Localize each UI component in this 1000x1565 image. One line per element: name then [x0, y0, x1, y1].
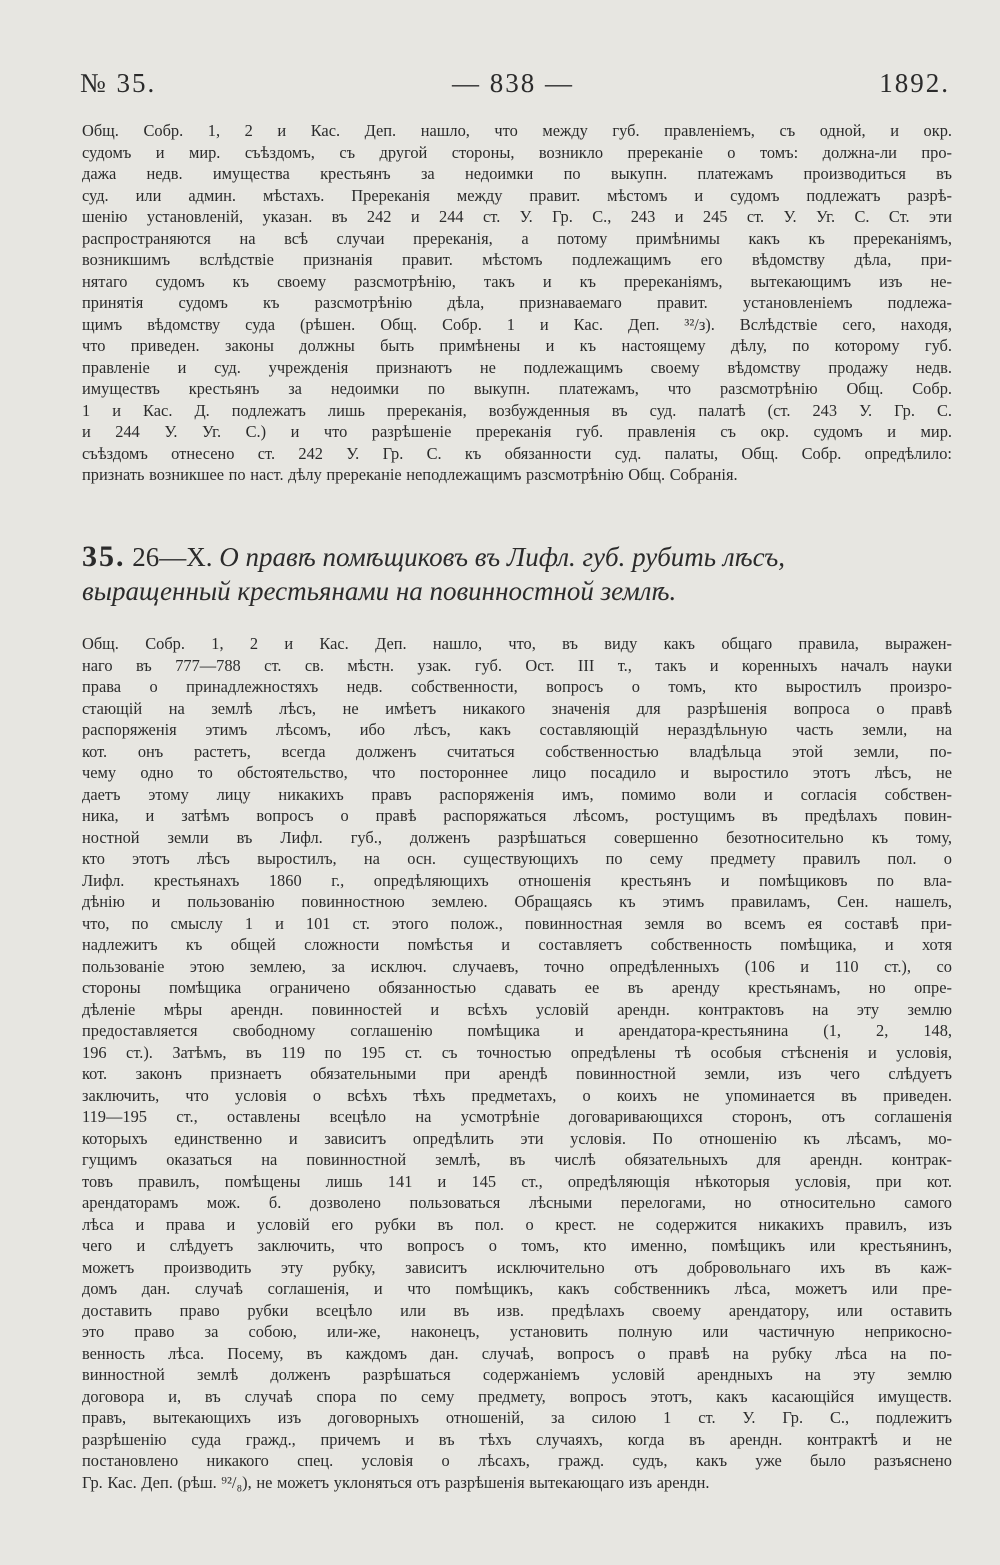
text-line: и 244 У. Уг. С.) и что разрѣшеніе пререканія губ. правленія съ окр. судомъ и мир. [82, 422, 952, 441]
text-line: кот. законъ признаетъ обязательными при арендѣ повинностной земли, изъ чего слѣдуетъ [82, 1064, 952, 1083]
text-line: товъ правилъ, помѣщены лишь 141 и 145 ст., опредѣляющія нѣкоторыя условія, при кот. [82, 1171, 952, 1191]
paragraph-2 [82, 633, 952, 1493]
text-line: заключить, что условія о всѣхъ тѣхъ предметахъ, о коихъ не упоминается въ приведен. [82, 1085, 952, 1105]
text-line: Гр. Кас. Деп. (рѣш. ⁹²/₈), не можетъ уклоняться отъ разрѣшенія вытекающаго изъ арендн. [82, 1472, 710, 1492]
paragraph-1 [82, 120, 952, 486]
text-line: венность лѣса. Посему, въ каждомъ дан. случаѣ, вопросъ о правѣ на рубку лѣса на по- [82, 1343, 952, 1363]
year: 1892. [879, 68, 950, 98]
text-line: правъ, вытекающихъ изъ договорныхъ отношеній, за силою 1 ст. У. Гр. С., подлежитъ [82, 1408, 952, 1427]
text-line: правленіе и суд. учрежденія признаютъ не подлежащимъ своему вѣдомству продажу недв. [82, 357, 952, 377]
text-line: нятаго судомъ къ своему разсмотрѣнію, такъ и къ пререканіямъ, вытекающимъ изъ не- [82, 271, 952, 291]
text-line: разрѣшенію суда гражд., причемъ и въ тѣхъ случаяхъ, когда въ арендн. контрактѣ и не [82, 1429, 952, 1449]
issue-number: № 35. [80, 68, 157, 98]
text-line: съѣздомъ отнесено ст. 242 У. Гр. С. къ обязанности суд. палаты, Общ. Собр. опредѣлило: [82, 443, 952, 463]
text-line: арендаторамъ мож. б. дозволено пользоваться лѣсными перелогами, но относительно самого [82, 1193, 952, 1212]
text-line: ника, и затѣмъ вопросъ о правѣ распоряжаться лѣсомъ, ростущимъ въ предѣлахъ повин- [82, 806, 952, 825]
text-line: винностной землѣ долженъ разрѣшаться содержаніемъ условій арендныхъ на эту землю [82, 1365, 952, 1384]
text-line: гущимъ оказаться на повинностной землѣ, въ числѣ обязательныхъ для арендн. контрак- [82, 1150, 952, 1169]
text-line: ностной земли въ Лифл. губ., долженъ разрѣшаться совершенно безотносительно къ тому, [82, 827, 952, 847]
text-line: Общ. Собр. 1, 2 и Кас. Деп. нашло, что, въ виду какъ общаго правила, выражен- [82, 634, 952, 653]
text-line: договора и, въ случаѣ спора по сему предмету, вопросъ этотъ, какъ касающійся имуществ. [82, 1386, 952, 1406]
text-line: надлежитъ къ общей сложности помѣстья и составляетъ собственность помѣщика, и хотя [82, 935, 952, 954]
text-line: признать возникшее по наст. дѣлу пререканіе неподлежащимъ разсмотрѣнію Общ. Собранія. [82, 465, 738, 484]
text-line: наго въ 777—788 ст. св. мѣстн. узак. губ. Ост. III т., такъ и коренныхъ началъ науки [82, 655, 952, 675]
section-heading [82, 540, 952, 608]
text-line: 1 и Кас. Д. подлежатъ лишь пререканія, возбужденныя въ суд. палатѣ (ст. 243 У. Гр. С. [82, 400, 952, 420]
section-number: 35. [82, 540, 126, 573]
text-line: даетъ этому лицу никакихъ правъ распоряженія имъ, помимо воли и согласія собствен- [82, 784, 952, 804]
text-line: постановлено никакого спец. условія о лѣсахъ, гражд. судъ, какъ уже было разъяснено [82, 1451, 952, 1470]
text-line: стороны помѣщика ограничено обязанностью сдавать ее въ аренду крестьянамъ, но опре- [82, 978, 952, 997]
text-line: лѣса и права и условій его рубки въ пол. о крест. не содержится никакихъ правилъ, изъ [82, 1214, 952, 1234]
page-header [80, 68, 950, 108]
section-heading-line-1 [82, 540, 952, 574]
section-title-1: О правѣ помѣщиковъ въ Лифл. губ. рубить лѣсъ, [219, 542, 785, 572]
section-date: 26—X. [132, 542, 213, 572]
text-line: 196 ст.). Затѣмъ, въ 119 по 195 ст. съ точностью опредѣлены тѣ особыя стѣсненія и условія, [82, 1042, 952, 1062]
text-line: шенію установленій, указан. въ 242 и 244 ст. У. Гр. С., 243 и 245 ст. У. Уг. С. Ст. эти [82, 207, 952, 226]
text-line: возникшимъ вслѣдствіе признанія правит. мѣстомъ подлежащимъ его вѣдомству дѣла, при- [82, 250, 952, 269]
text-line: пользованіе этою землею, за исключ. случаевъ, точно опредѣленныхъ (106 и 110 ст.), со [82, 956, 952, 976]
text-line: стающій на землѣ лѣсъ, не имѣетъ никакого значенія для разрѣшенія вопроса о правѣ [82, 698, 952, 718]
text-line: чему одно то обстоятельство, что постороннее лицо посадило и выростило этотъ лѣсъ, не [82, 763, 952, 782]
text-line: распространяются на всѣ случаи пререканія, а потому примѣнимы какъ къ пререканіямъ, [82, 228, 952, 248]
text-line: Лифл. крестьянахъ 1860 г., опредѣляющихъ отношенія крестьянъ и помѣщиковъ по вла- [82, 870, 952, 890]
text-line: чего и слѣдуетъ заключить, что вопросъ о томъ, кто именно, помѣщикъ или крестьянинъ, [82, 1236, 952, 1255]
text-line: распоряженія этимъ лѣсомъ, ибо лѣсъ, какъ составляющій нераздѣльную часть земли, на [82, 720, 952, 739]
text-line: дажа недв. имущества крестьянъ за недоимки по выкупн. платежамъ производиться въ [82, 164, 952, 183]
text-line: имуществъ крестьянъ за недоимки по выкупн. платежамъ, что разсмотрѣнію Общ. Собр. [82, 379, 952, 398]
text-line: что приведен. законы должны быть примѣнены и къ настоящему дѣлу, по которому губ. [82, 336, 952, 355]
text-line: щимъ вѣдомству суда (рѣшен. Общ. Собр. 1 и Кас. Деп. ³²/з). Вслѣдствіе сего, находя, [82, 314, 952, 334]
text-line: принятія судомъ къ разсмотрѣнію дѣла, признаваемаго правит. установленіемъ подлежа- [82, 293, 952, 312]
text-line: судомъ и мир. съѣздомъ, съ другой стороны, возникло пререканіе о томъ: должна-ли про- [82, 142, 952, 162]
text-line: доставить право рубки всецѣло или въ изв. предѣлахъ своему арендатору, или оставить [82, 1300, 952, 1320]
text-line: 119—195 ст., оставлены всецѣло на усмотрѣніе договаривающихся сторонъ, отъ соглашенія [82, 1107, 952, 1126]
text-line: предоставляется свободному соглашенію помѣщика и арендатора-крестьянина (1, 2, 148, [82, 1021, 952, 1040]
text-line: дѣнію и пользованію повинностною землею. Обращаясь къ этимъ правиламъ, Сен. нашелъ, [82, 892, 952, 911]
text-line: суд. или админ. мѣстахъ. Пререканія между правит. мѣстомъ и судомъ подлежатъ разрѣ- [82, 185, 952, 205]
text-line: что, по смыслу 1 и 101 ст. этого полож., повинностная земля во всемъ ея составѣ при- [82, 913, 952, 933]
text-line: дѣленіе мѣры арендн. повинностей и всѣхъ условій арендн. контрактовъ на эту землю [82, 999, 952, 1019]
section-title-2: выращенный крестьянами на повинностной землѣ. [82, 576, 677, 606]
text-line: можетъ производить эту рубку, зависитъ исключительно отъ добровольнаго ихъ въ каж- [82, 1257, 952, 1277]
text-line: Общ. Собр. 1, 2 и Кас. Деп. нашло, что между губ. правленіемъ, съ одной, и окр. [82, 121, 952, 140]
text-line: которыхъ единственно и зависитъ опредѣлить эти условія. По отношенію къ лѣсамъ, мо- [82, 1128, 952, 1148]
text-line: кот. онъ растетъ, всегда долженъ считаться собственностью владѣльца этой земли, по- [82, 741, 952, 761]
page-number: — 838 — [452, 68, 574, 98]
text-line: домъ дан. случаѣ соглашенія, и что помѣщикъ, какъ собственникъ лѣса, можетъ или пре- [82, 1279, 952, 1298]
text-line: права о принадлежностяхъ недв. собственности, вопросъ о томъ, кто выростилъ произро- [82, 677, 952, 696]
text-line: это право за собою, или-же, наконецъ, установить полную или частичную неприкосно- [82, 1322, 952, 1341]
text-line: кто этотъ лѣсъ выростилъ, на осн. существующихъ по сему предмету правилъ пол. о [82, 849, 952, 868]
